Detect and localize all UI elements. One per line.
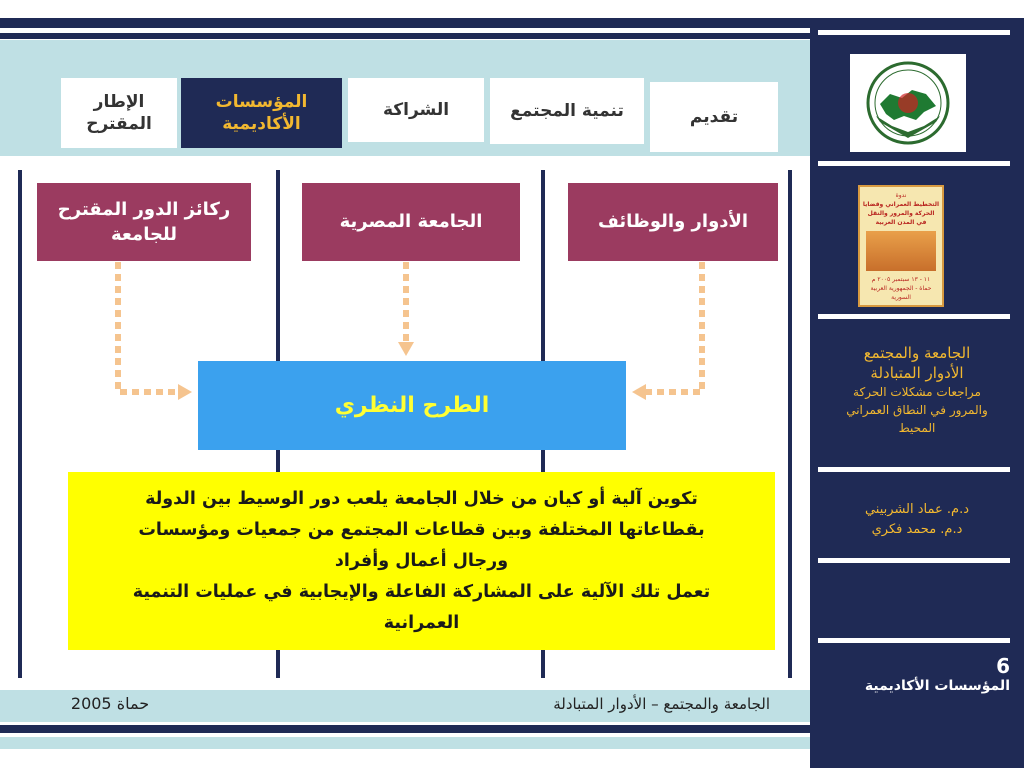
author-name: د.م. عماد الشربيني [864,502,970,517]
bottom-light-stripe [0,737,810,749]
arab-institute-logo-icon [850,54,966,152]
section-label: المؤسسات الأكاديمية [864,678,1010,694]
egyptian-university-label: الجامعة المصرية [339,211,483,233]
tab-label: تنمية المجتمع [510,100,624,121]
poster-line: التخطيط العمراني وقضايا [862,201,940,208]
middle-arrow-head [398,342,414,356]
topic-line1: الجامعة والمجتمع [863,344,971,362]
tab-label: الشراكة [382,99,450,120]
sidebar-line [818,30,1010,35]
roles-functions-label: الأدوار والوظائف [597,211,749,233]
poster-line: الحركة والمرور والنقل [867,210,935,217]
tab-label: تقديم [689,106,739,127]
tab-label-line2: المقترح [86,114,152,134]
description-line: بقطاعاتها المختلفة وبين قطاعات المجتمع من جمعيات ومؤسسات [138,519,705,540]
slide-number: 6 [996,654,1010,678]
topic-sub2: والمرور في النطاق العمراني [846,403,988,417]
poster-image [866,231,936,271]
sidebar-line [818,161,1010,166]
tab-label-line1: الإطار [93,91,145,112]
theoretical-proposal-box [198,361,626,450]
arab-institute-logo [850,54,966,152]
footer-location-year: حماة 2005 [70,694,150,713]
poster-line: ١١ - ١٣ سبتمبر ٢٠٠٥ م [871,276,931,283]
description-box [68,472,775,650]
description-line: العمرانية [383,612,460,633]
left-arrow-line [118,262,178,392]
sidebar-line [818,638,1010,643]
poster-line: في المدن العربية [875,219,927,226]
description-line: تكوين آلية أو كيان من خلال الجامعة يلعب دور الوسيط بين الدولة [145,488,698,509]
author-name: د.م. محمد فكري [871,522,963,537]
topic-sub1: مراجعات مشكلات الحركة [853,385,981,399]
tab-label-line2: الأكاديمية [222,114,301,134]
sidebar-topic [810,343,1024,437]
pillars-line2: للجامعة [110,224,178,245]
topic-sub3: المحيط [898,421,936,435]
description-line: ورجال أعمال وأفراد [334,550,509,571]
poster-line: ندوة [895,192,907,199]
sidebar-authors [810,500,1024,540]
bottom-navy-stripe [0,725,810,733]
sidebar-line [818,314,1010,319]
left-arrow-head [178,384,192,400]
topic-line2: الأدوار المتبادلة [870,364,964,382]
right-arrow-line [646,262,702,392]
conference-poster [858,185,944,307]
tab-label-line1: المؤسسات [215,91,308,112]
pillars-line1: ركائز الدور المقترح [57,198,231,220]
sidebar-line [818,558,1010,563]
right-arrow-head [632,384,646,400]
theoretical-proposal-label: الطرح النظري [334,393,490,418]
sidebar-line [818,467,1010,472]
description-line: تعمل تلك الآلية على المشاركة الفاعلة والإيجابية في عمليات التنمية [132,581,711,602]
footer-title: الجامعة والمجتمع – الأدوار المتبادلة [553,695,770,713]
sidebar [810,18,1024,768]
poster-line: حماة - الجمهورية العربية السورية [870,285,932,301]
